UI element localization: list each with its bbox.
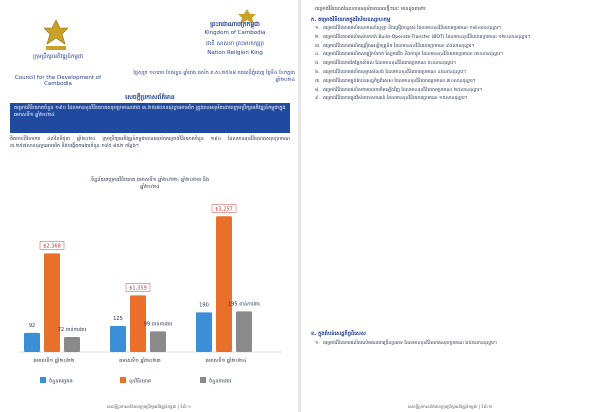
list-number: ២. — [315, 34, 320, 40]
legend-label: ចំនួនការងារ — [209, 378, 232, 385]
list-item-text: គម្រោងវិនិយោគផលិតសំបកកង់ Build-Operate-Transfer (BOT) ដែលមានទុនវិនិយោគប្រមាណ ១២០លានដុល្លារ។ — [323, 34, 531, 40]
list-number: ៧. — [315, 78, 321, 84]
bar-value-label: 92 — [28, 322, 36, 329]
bar-projects — [110, 326, 126, 352]
list-item-text: គម្រោងវិនិយោគផលិតផលិតផលជាច្រើនប្រភេទ ដែលមានទុនវិនិយោគសរុបប្រមាណ ៦៥៥លានដុល្លារ។ — [323, 341, 498, 346]
motto-en: Nation Religion King — [207, 50, 263, 56]
list-number: ៤. — [315, 52, 320, 58]
list-item — [315, 79, 587, 86]
headline-banner: គម្រោងវិនិយោគចំនួន ១៩០ ដែលមានទុនវិនិយោគសរុបប្រមាណជាង ៣.២៥៧លានដុល្លារអាមេរិក ត្រូវបានអនុម័តដោយក្រុមប្រឹក្សាអភិវឌ្ឍន៍កម្ពុជាក្នុងឆមាសទី១ ឆ្នាំ២០២៤ — [10, 103, 290, 133]
org-name-en: Council for the Development of Cambodia — [14, 75, 102, 87]
list-number: ៣. — [315, 43, 321, 49]
bar-jobs — [150, 331, 166, 352]
bar-value-label: 195 ពាន់ការងារ — [228, 301, 260, 308]
list-item — [315, 70, 587, 77]
chart-title: ទិន្នន័យគម្រោងវិនិយោគ ឆមាសទី១ ឆ្នាំ២០២២, ឆ្នាំ២០២៣ និង ឆ្នាំ២០២៤ — [90, 177, 210, 190]
list-item — [315, 44, 587, 51]
x-tick-label: ឆមាសទី១ ឆ្នាំ២០២២ — [33, 358, 75, 364]
list-item-text: គម្រោងវិនិយោគផលិតសម្ភារសំណង់ ដែលមានទុនវិនិយោគប្រមាណ ៤៥លានដុល្លារ។ — [323, 69, 467, 75]
list-item-text: គម្រោងវិនិយោគកែច្នៃកសិផល ដែលមានទុនវិនិយោគប្រមាណ ៥០លានដុល្លារ។ — [323, 61, 457, 67]
legend-swatch — [200, 377, 206, 383]
list-item — [315, 88, 587, 95]
list-number: ៥. — [315, 61, 320, 67]
bar-projects — [196, 312, 212, 352]
section-b-heading: ខ. ក្នុងតំបន់សេដ្ឋកិច្ចពិសេស — [311, 331, 366, 337]
list-item-text: គម្រោងវិនិយោគក្នុងតំបន់សេដ្ឋកិច្ចពិសេស ដែលមានទុនវិនិយោគប្រមាណ ៣០លានដុល្លារ។ — [323, 78, 476, 84]
list-number: ៦. — [315, 69, 320, 75]
list-item — [315, 96, 587, 103]
bar-capital — [216, 216, 232, 352]
bar-capital — [44, 253, 60, 352]
press-release-page-2 — [301, 0, 599, 412]
bar-value-label: $3,257 — [215, 206, 233, 213]
list-item — [315, 52, 587, 59]
list-item-text: គម្រោងវិនិយោគក្នុងវិស័យទេសចរណ៍ ដែលមានទុនវិនិយោគប្រមាណ ១៥លានដុល្លារ។ — [323, 96, 468, 102]
kingdom-title-km: ព្រះរាជាណាចក្រកម្ពុជា — [210, 21, 260, 28]
list-item-text: គម្រោងវិនិយោគផលិតគ្រឿងអេឡិចត្រូនិក ដែលមានទុនវិនិយោគប្រមាណ ៩៥លានដុល្លារ។ — [323, 43, 475, 49]
bar-value-label: 72 ពាន់ការងារ — [57, 327, 87, 333]
date-line: ថ្ងៃសុក្រ ១០រោច ខែផល្គុន ឆ្នាំរោង ឆស័ក ព.ស.២៥៦៨ រាជធានីភ្នំពេញ ថ្ងៃទី៤ ខែកក្កដា ឆ្នាំ២០២៤ — [133, 70, 295, 83]
bar-projects — [24, 333, 40, 352]
motto-km: ជាតិ សាសនា ព្រះមហាក្សត្រ — [206, 41, 264, 47]
press-release-page-1 — [0, 0, 298, 412]
page-footer: សេចក្តីប្រកាសព័ត៌មានក្រុមប្រឹក្សាអភិវឌ្ឍន៍កម្ពុជា | ទំព័រ ២ — [408, 404, 492, 409]
list-item-text: គម្រោងវិនិយោគផលិតសម្លៀកបំពាក់ ស្បែកជើង និងកាបូប ដែលមានទុនវិនិយោគប្រមាណ ៧០លានដុល្លារ។ — [323, 52, 504, 58]
section-a-heading: ក. គម្រោងវិនិយោគក្នុងវិស័យឧស្សាហកម្ម — [311, 17, 391, 23]
investment-bar-chart — [10, 192, 290, 402]
page-footer: សេចក្តីប្រកាសព័ត៌មានក្រុមប្រឹក្សាអភិវឌ្ឍន៍កម្ពុជា | ទំព័រ ១ — [107, 404, 191, 409]
section-b-list — [315, 341, 587, 350]
legend-label: ចំនួនគម្រោង — [49, 378, 73, 385]
press-release-title: សេចក្តីប្រកាសព័ត៌មាន — [125, 94, 175, 101]
bar-value-label: $1,359 — [129, 285, 147, 292]
cdc-logo-icon — [40, 18, 72, 52]
bar-value-label: 125 — [113, 315, 123, 322]
list-item — [315, 26, 587, 33]
intro-line: គម្រោងវិនិយោគដែលបានអនុម័តនាពេលថ្មីៗនេះ មានដូចតទៅ៖ — [315, 7, 426, 12]
list-item — [315, 35, 587, 42]
list-number: ១. — [315, 26, 320, 31]
list-item-text: គម្រោងវិនិយោគផលិតឧបករណ៍សូឡា និងគ្រឿងបន្លាស់ ដែលមានទុនវិនិយោគប្រមាណ ១៨០លានដុល្លារ។ — [323, 26, 502, 31]
list-item — [315, 341, 587, 348]
list-item — [315, 61, 587, 68]
x-tick-label: ឆមាសទី១ ឆ្នាំ២០២៣ — [119, 358, 161, 364]
bar-value-label: 99 ពាន់ការងារ — [143, 321, 173, 328]
legend-swatch — [120, 377, 126, 383]
bar-jobs — [236, 311, 252, 352]
list-number: ៩. — [315, 96, 320, 102]
bar-value-label: 190 — [199, 302, 209, 309]
bar-jobs — [64, 337, 80, 352]
legend-label: ទុនវិនិយោគ — [129, 378, 152, 385]
section-a-list — [315, 26, 587, 105]
legend-swatch — [40, 377, 46, 383]
list-item-text: គម្រោងវិនិយោគផលិតថាមពលកកើតឡើងវិញ ដែលមានទុនវិនិយោគប្រមាណ ២៥លានដុល្លារ។ — [323, 87, 483, 93]
x-tick-label: ឆមាសទី១ ឆ្នាំ២០២៤ — [205, 358, 247, 364]
kingdom-title-en: Kingdom of Cambodia — [204, 30, 266, 36]
list-number: ១. — [315, 341, 320, 346]
org-name-km: ក្រុមប្រឹក្សាអភិវឌ្ឍន៍កម្ពុជា — [32, 54, 84, 60]
bar-value-label: $2,368 — [43, 243, 61, 250]
intro-paragraph: គិតចាប់ពីខែមករា ដល់ខែមិថុនា ឆ្នាំ២០២៤ ក្រុមប្រឹក្សាអភិវឌ្ឍន៍កម្ពុជាបានអនុម័តគម្រោងវិនិយោគចំនួន ១៩០ ដែលមានទុនវិនិយោគសរុបប្រមាណ ៣.២៥៧លានដុល្លារអាមេរិក និងបង្កើតការងារចំនួន ១៩៥ ៨៥២ កន្លែង។ — [10, 137, 290, 149]
list-number: ៨. — [315, 87, 320, 93]
